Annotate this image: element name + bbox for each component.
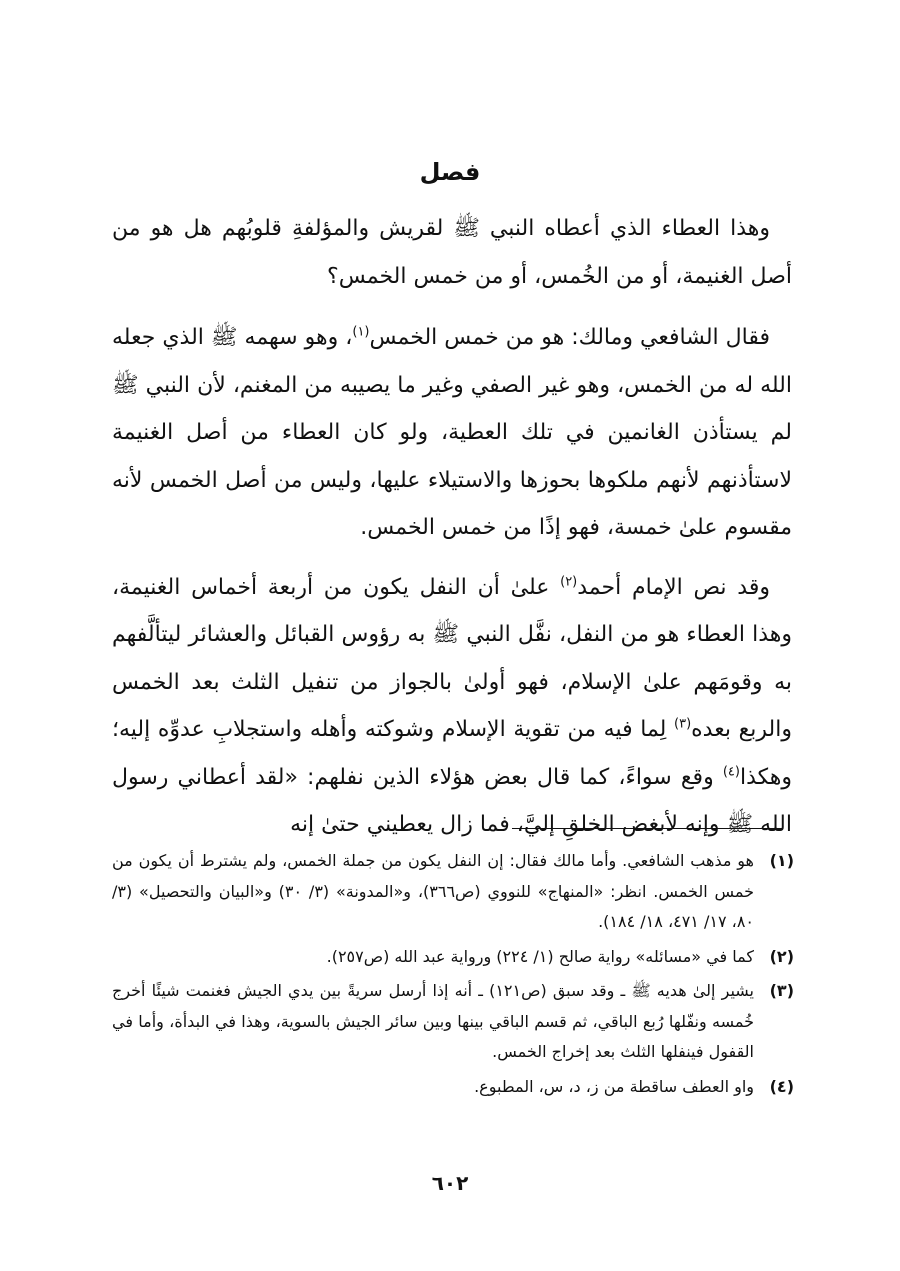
footnote-ref-4[interactable]: (٤)	[722, 764, 740, 780]
footnotes	[112, 846, 794, 1106]
footnote-number: (٤)	[769, 1076, 794, 1096]
paragraph-1	[112, 205, 792, 300]
footnote-text: هو مذهب الشافعي. وأما مالك فقال: إن النفل يكون من جملة الخمس، ولم يشترط أن يكون من خمس الخمس. انظر: «المنهاج» للنووي (ص٣٦٦)، و«المدونة» (٣/ ٣٠) و«البيان والتحصيل» (٣/ ٨٠، ١٧/ ٤٧١، ١٨/ ١٨٤).	[112, 851, 755, 931]
footnote-separator	[512, 828, 782, 829]
section-heading: فصل	[419, 158, 481, 186]
paragraph-1-text: وهذا العطاء الذي أعطاه النبي ﷺ لقريش والمؤلفةِ قلوبُهم هل هو من أصل الغنيمة، أو من الخُمس، أو من خمس الخمس؟	[112, 216, 792, 289]
footnote-text: كما في «مسائله» رواية صالح (١/ ٢٢٤) ورواية عبد الله (ص٢٥٧).	[326, 946, 754, 966]
footnote-text: يشير إلىٰ هديه ﷺ ـ وقد سبق (ص١٢١) ـ أنه إذا أرسل سريةً بين يدي الجيش فغنمت شيئًا أخرج خُمسه ونفّلها رُبع الباقي، ثم قسم الباقي بينها وبين سائر الجيش بالسوية، وهذا في البدأة، وأما في القفول فينفلها الثلث بعد إخراج الخمس.	[112, 981, 754, 1061]
footnote-ref-1[interactable]: (١)	[352, 324, 370, 340]
paragraph-3-text-a: وقد نص الإمام أحمد	[577, 574, 770, 600]
paragraph-2-text-b: ، وهو سهمه ﷺ الذي جعله الله له من الخمس، وهو غير الصفي وغير ما يصيبه من المغنم، لأن النبي ﷺ لم يستأذن الغانمين في تلك العطية، ولو كان العطاء من أصل الغنيمة لاستأذنهم لأنهم ملكوها بحوزها والاستيلاء عليها، وليس من أصل الخمس لأنه مقسوم علىٰ خمسة، فهو إذًا من خمس الخمس.	[112, 325, 792, 540]
footnote-ref-2[interactable]: (٢)	[560, 574, 578, 590]
paragraph-3-text-c: لِما فيه من تقوية الإسلام وشوكته وأهله واستجلابِ عدوِّه إليه؛ وهكذا	[112, 717, 792, 790]
paragraph-2-text-a: فقال الشافعي ومالك: هو من خمس الخمس	[369, 325, 770, 350]
footnote-ref-3[interactable]: (٣)	[674, 716, 692, 732]
main-text	[112, 205, 792, 861]
paragraph-3	[112, 564, 792, 849]
footnote-1	[112, 846, 794, 938]
footnote-3	[112, 976, 794, 1068]
footnote-number: (٢)	[769, 946, 794, 966]
footnote-number: (٣)	[769, 981, 794, 1000]
footnote-4	[112, 1072, 794, 1103]
paragraph-3-text-b: علىٰ أن النفل يكون من أربعة أخماس الغنيمة، وهذا العطاء هو من النفل، نفَّل النبي ﷺ به رؤوس القبائل والعشائر ليتألَّفهم به وقومَهم علىٰ الإسلام، فهو أولىٰ بالجواز من تنفيل الثلث بعد الخمس والربع بعده	[112, 574, 792, 742]
footnote-text: واو العطف ساقطة من ز، د، س، المطبوع.	[474, 1076, 754, 1096]
paragraph-2	[112, 314, 792, 552]
page-number: ٦٠٢	[431, 1171, 469, 1195]
footnote-2	[112, 942, 794, 973]
footnote-number: (١)	[769, 851, 794, 870]
paragraph-3-text-d: وقع سواءً، كما قال بعض هؤلاء الذين نفلهم: «لقد أعطاني رسول الله ﷺ وإنه لأبغض الخلقِ إليَّ، فما زال يعطيني حتىٰ إنه	[112, 764, 792, 837]
